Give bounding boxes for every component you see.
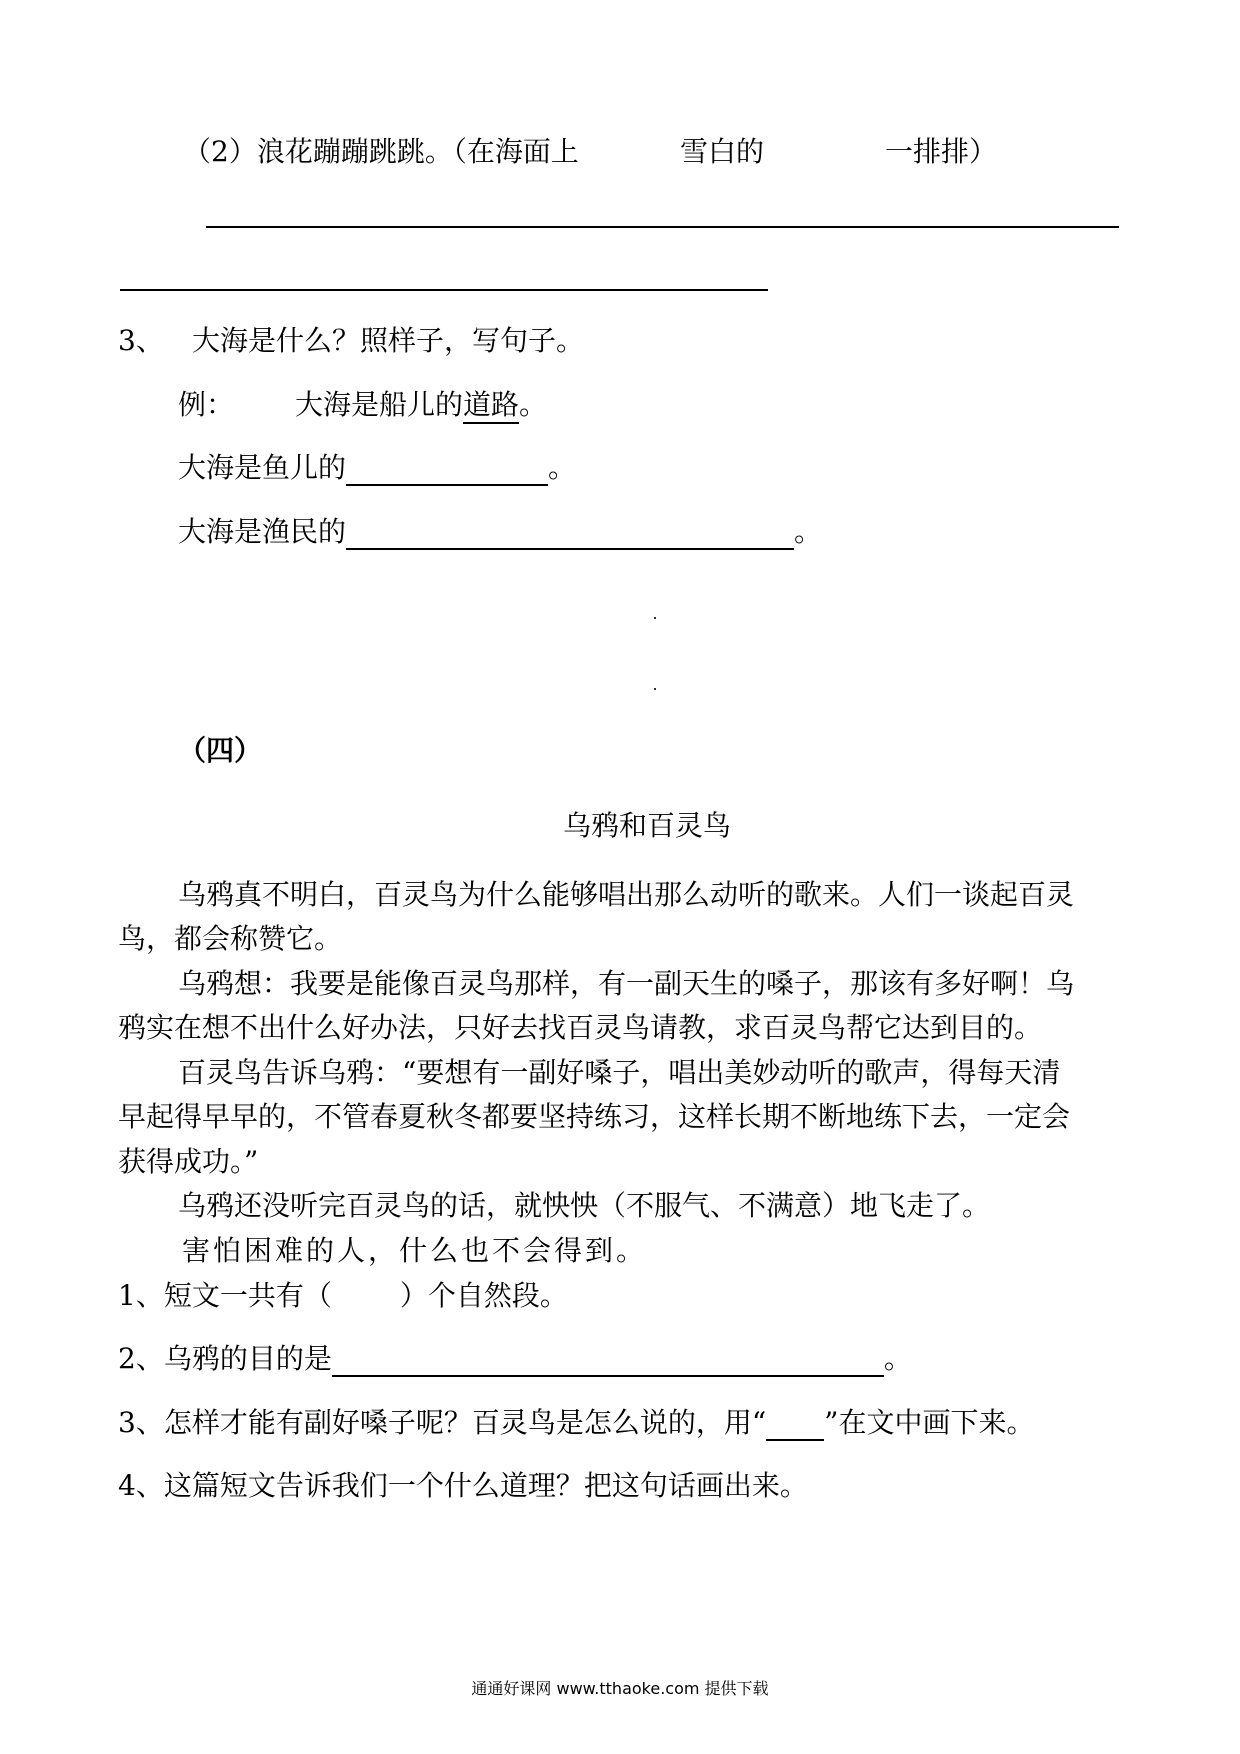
q3-line1-prefix: 大海是鱼儿的	[178, 451, 347, 484]
paragraph-3-line-2: 早起得早早的，不管春夏秋冬都要坚持练习，这样长期不断地练下去，一定会	[118, 1100, 1071, 1133]
q2-item-text: （2）浪花蹦蹦跳跳。（在海面上	[183, 135, 579, 168]
stray-mark-2	[654, 688, 656, 690]
q3-prompt: 大海是什么？照样子，写句子。	[192, 324, 585, 357]
q2-word-rows: 一排排）	[885, 135, 998, 168]
question-3	[118, 1405, 1034, 1441]
question-2-prefix: 2、乌鸦的目的是	[118, 1342, 332, 1375]
q3-example-sentence	[295, 387, 547, 423]
q3-example-underlined-word: 道路	[463, 388, 519, 424]
question-1-prefix: 1、短文一共有（	[118, 1279, 332, 1312]
question-2-suffix: 。	[883, 1342, 912, 1375]
q2-word-snow-white: 雪白的	[680, 135, 765, 168]
q3-line1-end: 。	[548, 451, 577, 484]
section-4-label: （四）	[178, 734, 263, 767]
paragraph-1-line-2: 鸟，都会称赞它。	[118, 922, 343, 955]
paragraph-1-line-1: 乌鸦真不明白，百灵鸟为什么能够唱出那么动听的歌来。人们一谈起百灵	[178, 878, 1075, 911]
q3-example-prefix: 大海是船儿的	[295, 388, 464, 421]
q3-number: 3、	[118, 324, 164, 357]
q3-line2-prefix: 大海是渔民的	[178, 515, 347, 548]
q3-line1-blank[interactable]	[346, 456, 548, 486]
paragraph-3-line-1: 百灵鸟告诉乌鸦：“要想有一副好嗓子，唱出美妙动听的歌声，得每天清	[178, 1056, 1061, 1089]
stray-mark-1	[654, 617, 656, 619]
question-1-suffix: ）个自然段。	[399, 1279, 568, 1312]
paragraph-2-line-2: 鸦实在想不出什么好办法，只好去找百灵鸟请教，求百灵鸟帮它达到目的。	[118, 1011, 1043, 1044]
paragraph-3-line-3: 获得成功。”	[118, 1145, 259, 1178]
question-4: 4、这篇短文告诉我们一个什么道理？把这句话画出来。	[118, 1469, 808, 1502]
question-1	[118, 1278, 568, 1314]
q3-line2-blank[interactable]	[346, 520, 794, 550]
answer-line-1[interactable]	[206, 226, 1119, 228]
answer-line-2[interactable]	[120, 289, 768, 291]
paragraph-2-line-1: 乌鸦想：我要是能像百灵鸟那样，有一副天生的嗓子，那该有多好啊！乌	[178, 967, 1075, 1000]
q3-line1	[178, 450, 576, 486]
q3-example-label: 例：	[178, 388, 235, 421]
paragraph-5-line-1: 害怕困难的人，什么也不会得到。	[182, 1234, 648, 1267]
question-1-blank[interactable]	[332, 1286, 400, 1314]
question-3-prefix: 3、怎样才能有副好嗓子呢？百灵鸟是怎么说的，用“	[118, 1406, 767, 1439]
question-2	[118, 1341, 912, 1377]
q3-line2-end: 。	[794, 515, 823, 548]
question-3-line-symbol	[766, 1411, 824, 1441]
footer-text: 通通好课网 www.tthaoke.com 提供下载	[471, 1679, 769, 1698]
question-3-suffix: ”在文中画下来。	[824, 1406, 1035, 1439]
question-2-blank[interactable]	[332, 1347, 884, 1377]
q3-line2	[178, 514, 822, 550]
q3-example-end: 。	[519, 388, 548, 421]
paragraph-4-line-1: 乌鸦还没听完百灵鸟的话，就怏怏（不服气、不满意）地飞走了。	[178, 1189, 991, 1222]
passage-title: 乌鸦和百灵鸟	[563, 809, 732, 842]
